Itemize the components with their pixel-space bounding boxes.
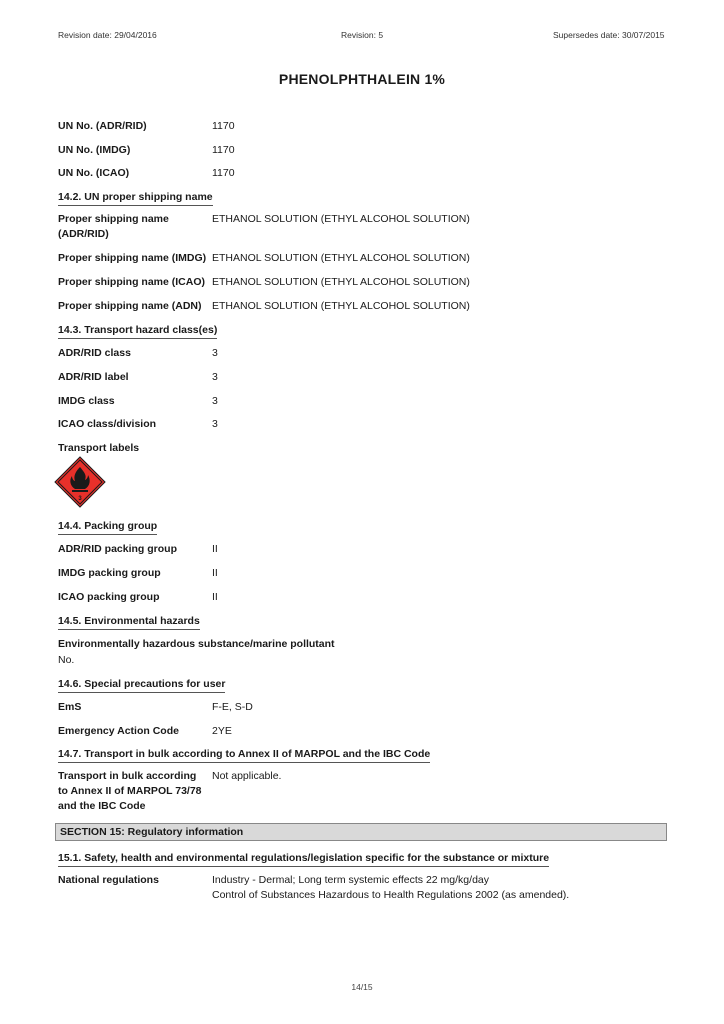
row-value: ETHANOL SOLUTION (ETHYL ALCOHOL SOLUTION) <box>212 252 470 264</box>
row-label: IMDG class <box>58 395 115 407</box>
subsection-14-2-heading: 14.2. UN proper shipping name <box>58 191 213 206</box>
env-hazard-label: Environmentally hazardous substance/marine pollutant <box>58 638 335 650</box>
subsection-14-5-heading: 14.5. Environmental hazards <box>58 615 200 630</box>
env-hazard-value: No. <box>58 654 75 666</box>
subsection-14-3-heading: 14.3. Transport hazard class(es) <box>58 324 217 339</box>
row-label: Proper shipping name (ADN) <box>58 300 202 312</box>
row-value: ETHANOL SOLUTION (ETHYL ALCOHOL SOLUTION) <box>212 300 470 312</box>
row-value-line-2: Control of Substances Hazardous to Health Regulations 2002 (as amended). <box>212 889 570 901</box>
revision-date: Revision date: 29/04/2016 <box>58 30 157 40</box>
row-value: II <box>212 591 218 603</box>
subsection-14-4-heading: 14.4. Packing group <box>58 520 157 535</box>
row-value: 1170 <box>212 144 235 156</box>
supersedes-date: Supersedes date: 30/07/2015 <box>553 30 665 40</box>
row-value: II <box>212 567 218 579</box>
subsection-15-1-heading: 15.1. Safety, health and environmental regulations/legislation specific for the substance or mixture <box>58 852 549 867</box>
row-label: ICAO class/division <box>58 418 157 430</box>
row-label: UN No. (IMDG) <box>58 144 131 156</box>
row-value: 1170 <box>212 167 235 179</box>
row-value: 1170 <box>212 120 235 132</box>
row-label: Proper shipping name (ICAO) <box>58 276 206 288</box>
row-value-line-1: Industry - Dermal; Long term systemic effects 22 mg/kg/day <box>212 874 489 886</box>
row-label: Transport in bulk according to Annex II of MARPOL 73/78 and the IBC Code <box>58 770 202 812</box>
row-label: UN No. (ADR/RID) <box>58 120 147 132</box>
row-value: ETHANOL SOLUTION (ETHYL ALCOHOL SOLUTION) <box>212 213 470 225</box>
row-value: 3 <box>212 418 218 430</box>
transport-labels-title: Transport labels <box>58 442 140 454</box>
subsection-14-7-heading: 14.7. Transport in bulk according to Annex II of MARPOL and the IBC Code <box>58 748 430 763</box>
row-label: EmS <box>58 701 82 713</box>
flammable-liquid-pictogram <box>54 456 106 508</box>
row-label: Proper shipping name (IMDG) <box>58 252 207 264</box>
row-value: Not applicable. <box>212 770 282 782</box>
row-label: ADR/RID class <box>58 347 131 359</box>
row-value: ETHANOL SOLUTION (ETHYL ALCOHOL SOLUTION) <box>212 276 470 288</box>
row-label: ICAO packing group <box>58 591 160 603</box>
pictogram-class-number: 3 <box>78 496 82 502</box>
document-title: PHENOLPHTHALEIN 1% <box>278 71 446 87</box>
row-label: UN No. (ICAO) <box>58 167 130 179</box>
section-15-banner: SECTION 15: Regulatory information <box>55 823 667 841</box>
subsection-14-6-heading: 14.6. Special precautions for user <box>58 678 225 693</box>
row-label: ADR/RID label <box>58 371 129 383</box>
row-value: 3 <box>212 395 218 407</box>
row-value: II <box>212 543 218 555</box>
row-value: 2YE <box>212 725 232 737</box>
row-label: IMDG packing group <box>58 567 161 579</box>
row-label: Emergency Action Code <box>58 725 179 737</box>
revision-number: Revision: 5 <box>341 30 384 40</box>
row-label: ADR/RID packing group <box>58 543 178 555</box>
row-value: 3 <box>212 371 218 383</box>
page-number: 14/15 <box>351 982 373 992</box>
row-value: F-E, S-D <box>212 701 253 713</box>
row-label: Proper shipping name (ADR/RID) <box>58 213 169 240</box>
row-value: 3 <box>212 347 218 359</box>
row-label: National regulations <box>58 874 159 886</box>
